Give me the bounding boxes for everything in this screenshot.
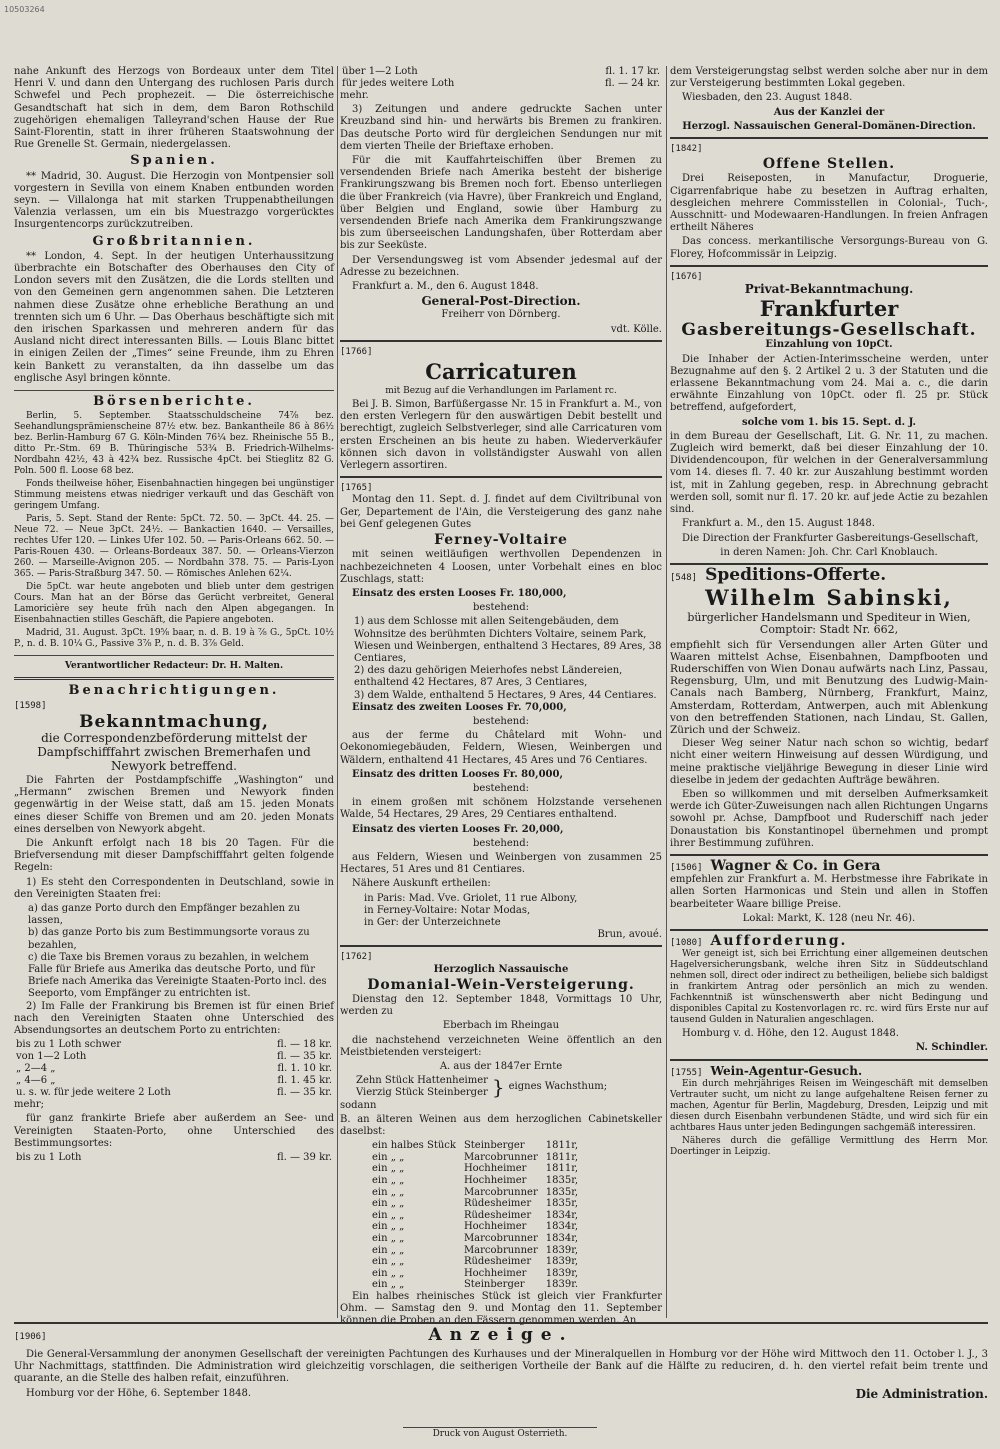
list-item: Vierzig Stück Steinberger — [356, 1087, 488, 1099]
table-row — [368, 1221, 582, 1233]
ad-number: [1676] — [670, 271, 703, 282]
signature-office: Herzogl. Nassauischen General-Domänen-Direction. — [682, 120, 976, 132]
printer-imprint — [0, 1428, 1000, 1440]
wine-quantity: ein „ „ — [372, 1198, 405, 1210]
lot-subheading: bestehend: — [473, 602, 529, 614]
ad-text: Die Inhaber der Actien-Interimsscheine werden, unter Bezugnahme auf den §. 2 Artikel 2 u. 3 der Statuten und die erlassene Bekanntmachung vom 24. Mai a. c., die darin erwähnte Einzahlung von 10pCt. oder fl. 25 pr. Stück betreffend, aufgefordert, — [670, 353, 988, 414]
ad-aufforderung — [670, 929, 988, 1055]
ad-wine-auction — [340, 945, 662, 1327]
rate-price: fl. — 35 kr. — [276, 1051, 332, 1063]
signature-name: Brun, avoué. — [597, 929, 662, 941]
rate-weight: von 1—2 Loth — [16, 1051, 87, 1063]
lot-subheading: bestehend: — [473, 782, 529, 794]
wine-quantity: ein „ „ — [372, 1232, 405, 1244]
wine-quantity: ein „ „ — [372, 1163, 405, 1175]
section-heading-grossbritannien: Großbritannien. — [92, 233, 256, 249]
ad-pretitle: Privat-Bekanntmachung. — [744, 282, 914, 297]
divider — [14, 390, 334, 391]
list-item: 2) des dazu gehörigen Meierhofes nebst Ländereien, enthaltend 42 Hectares, 87 Ares, 3 Centiares, — [354, 665, 623, 689]
lot-heading: Einsatz des dritten Looses Fr. 80,000, — [352, 768, 563, 780]
divider — [14, 677, 334, 680]
ad-text: Näheres durch die gefällige Vermittlung des Herrn Mor. Doertinger in Leipzig. — [670, 1135, 988, 1157]
table-row — [368, 1268, 582, 1280]
ad-text: empfiehlt sich für Versendungen aller Arten Güter und Waaren mittelst Achse, Eisenbahnen, Dampfbooten und Ruderschiffen von Wien Donau aufwärts nach Linz, Passau, Regensburg, Ulm, und mit Benutzung des Ludwig-Main-Canals nach Bamberg, Nürnberg, Frankfurt, Mainz, Amsterdam, Rotterdam, Antwerpen, auch mit Ablenkung von den betreffenden Stationen, nach Lindau, St. Gallen, Zürich und der Schweiz. — [670, 638, 988, 736]
postage-rate-table — [340, 66, 662, 90]
ad-offene-stellen — [670, 137, 988, 261]
ad-number: [1765] — [340, 483, 373, 494]
announcement-text: Die Fahrten der Postdampfschiffe „Washington“ und „Hermann“ zwischen Bremen und Newyork finden gegenwärtig in der Weise statt, daß am 15. jeden Monats eines dieser Schiffe von Bremen und am 20. jeden Monats eines derselben von Newyork abgeht. — [14, 774, 334, 835]
table-row — [340, 66, 662, 78]
wine-name: Marcobrunner — [463, 1186, 538, 1198]
ad-subtitle: Einzahlung von 10pCt. — [765, 339, 893, 351]
ad-number: [1762] — [340, 952, 373, 963]
announcement-date: Frankfurt a. M., den 15. August 1848. — [682, 518, 875, 530]
wine-quantity: ein „ „ — [372, 1175, 405, 1187]
announcement-text: Für die mit Kauffahrteischiffen über Bremen zu versendenden Briefe nach Amerika besteht der bisherige Frankirungszwang bis Bremen noch fort. Ebenso unterliegen die über Frankreich (via Havre), über Frankreich und England, über Belgien und England, sowie über Hamburg zu versendenden Briefe nach Amerika dem Frankirungszwange bis zum überseeischen Landungshafen, über Rotterdam aber bis zur Seeküste. — [340, 155, 662, 252]
ad-title: Wagner & Co. in Gera — [710, 857, 881, 874]
rate-price: fl. 1. 45 kr. — [277, 1075, 332, 1087]
table-row — [14, 1039, 334, 1051]
list-item: c) die Taxe bis Bremen voraus zu bezahlen, in welchem Falle für Briefe aus Amerika das deutsche Porto, und für Briefe nach Amerika das Vereinigte Staaten-Porto incl. des Seeporto, vom Empfänger zu entrichten ist. — [28, 951, 327, 1000]
wine-vintage: 1835r, — [545, 1175, 579, 1187]
ad-signature: Das concess. merkantilische Versorgungs-Bureau von G. Florey, Hofcommissär in Leipzig. — [670, 236, 988, 260]
divider — [14, 655, 334, 656]
announcement-date: Wiesbaden, den 23. August 1848. — [682, 92, 853, 104]
wine-vintage: 1835r, — [545, 1198, 579, 1210]
ad-title: Frankfurter — [759, 296, 899, 322]
ad-text: Die General-Versammlung der anonymen Gesellschaft der vereinigten Pachtungen des Kurhauses und der Mineralquellen in Homburg vor der Höhe wird Mittwoch den 11. October l. J., 3 Uhr Nachmittags, stattfinden. Die Administration wird gleichzeitig vorschlagen, die seitherigen Vortheile der Bank auf die Hälfte zu reduciren, d. h. den viertel refait beim trente und quarante, an die Stelle des halben refait, einzuführen. — [14, 1349, 988, 1385]
announcement-text: mehr. — [340, 90, 369, 101]
wine-quantity: ein „ „ — [372, 1186, 405, 1198]
postage-rules-list — [14, 903, 334, 1001]
ad-pretitle: Speditions-Offerte. — [705, 564, 887, 585]
wine-harvest-list — [340, 1075, 488, 1099]
wine-name: Marcobrunner — [463, 1232, 538, 1244]
ad-subtitle: mit Bezug auf die Verhandlungen im Parlament rc. — [385, 386, 617, 397]
ad-anzeige-homburg — [14, 1322, 988, 1400]
madrid-market-text: Madrid, 31. August. 3pCt. 19⅝ baar, n. d. B. 19 à ⅞ G., 5pCt. 10½ P., n. d. B. 10¼ G., Passive 3⅞ P., n. d. B. 3⅞ Geld. — [14, 628, 334, 650]
wine-vintage: 1834r, — [545, 1221, 579, 1233]
ad-header — [670, 857, 988, 874]
column-1 — [14, 66, 334, 1164]
rate-weight: über 1—2 Loth — [342, 66, 418, 77]
wine-quantity: ein „ „ — [372, 1267, 405, 1279]
ad-text: A. aus der 1847er Ernte — [439, 1061, 563, 1073]
spanien-text: ** Madrid, 30. August. Die Herzogin von Montpensier soll vorgestern in Sevilla von einem Knaben entbunden worden seyn. — Villalonga hat mit starken Truppenabtheilungen Valenzia verlassen, um ein bis Muestrazgo vorgerücktes Insurgentencorps zurückzutreiben. — [14, 170, 334, 231]
ad-header — [670, 1065, 988, 1079]
ad-place: Eberbach im Rheingau — [442, 1020, 560, 1032]
ad-text: Bei J. B. Simon, Barfüßergasse Nr. 15 in Frankfurt a. M., von den ersten Verlegern für den auswärtigen Debit bestellt und berechtigt, zugleich Selbstverleger, sind alle Carricaturen vom ersten Erscheinen an bis heute zu haben. Wiederverkäufer können sich davon in vollständigster Auswahl von allen Verlegern assortiren. — [340, 399, 662, 472]
rate-price: fl. — 24 kr. — [604, 78, 660, 89]
announcement-text: mehr; — [14, 1099, 44, 1111]
lot-heading: Einsatz des vierten Looses Fr. 20,000, — [352, 823, 564, 835]
list-item: in Ferney-Voltaire: Notar Modas, — [364, 904, 531, 916]
table-row — [368, 1140, 582, 1152]
grossbritannien-text: ** London, 4. Sept. In der heutigen Unterhaussitzung überbrachte ein Botschafter des Oberhauses den City of London severs mit den Zusätzen, die die Lords stellten und von den Gemeinen gern angenommen sahen. Die Letzteren nahmen diese Zusätze ohne erhebliche Berathung an und trennten sich um 6 Uhr. — Das Oberhaus beschäftigte sich mit den irischen Sparkassen und mehreren andern für das Ausland nicht direct interessanten Bills. — Louis Blanc bittet in einigen Zeilen der „Times“ seine Freunde, ihm zu Ehren kein Bankett zu veranstalten, da ihn dasselbe um das englische Asyl bringen könnte. — [14, 250, 334, 384]
announcement-subtitle: die Correspondenzbeförderung mittelst der Dampfschifffahrt zwischen Bremerhafen und Newyork betreffend. — [37, 730, 311, 773]
ad-speditions-offerte — [670, 563, 988, 850]
ad-text: Dieser Weg seiner Natur nach schon so wichtig, bedarf nicht einer weitern Hinweisung auf dessen Würdigung, und meine praktische vieljährige Bewegung in dieser Linie wird dieselbe in jedem der gedachten Aufträge bewähren. — [670, 738, 988, 786]
wine-quantity: ein „ „ — [372, 1244, 405, 1256]
announcement-text: Der Versendungsweg ist vom Absender jedesmal auf der Adresse zu bezeichnen. — [340, 254, 662, 278]
ad-number: [1755] — [670, 1067, 703, 1078]
wine-vintage: 1834r, — [545, 1209, 579, 1221]
ad-title: Offene Stellen. — [762, 156, 896, 173]
ad-title: Gasbereitungs-Gesellschaft. — [681, 320, 977, 341]
rate-weight: „ 4—6 „ — [16, 1075, 56, 1087]
lot-subheading: bestehend: — [473, 837, 529, 849]
signature-name: Freiherr von Dörnberg. — [441, 309, 561, 321]
ad-title: Carricaturen — [425, 359, 577, 385]
ad-signature: N. Schindler. — [915, 1042, 988, 1054]
table-row — [368, 1245, 582, 1257]
ad-text: Drei Reiseposten, in Manufactur, Droguerie, Cigarrenfabrique habe zu besetzen in Auftrag erhalten, desgleichen mehrere Commisstellen in Colonial-, Tuch-, Ausschnitt- und Modewaaren-Handlungen. In freien Anfragen ertheilt Näheres — [670, 173, 988, 234]
ad-text: Eben so willkommen und mit derselben Aufmerksamkeit werde ich Güter-Zuweisungen nach allen Richtungen Ungarns sowohl pr. Achse, Dampfboot und Ruderschiff nach jeder Donaustation bis Konstantinopel übernehmen und prompt ihrer Bestimmung zuführen. — [670, 788, 988, 849]
wine-table — [368, 1140, 582, 1291]
table-row — [368, 1279, 582, 1291]
ad-number: [1506] — [670, 862, 703, 873]
ad-title: Domanial-Wein-Versteigerung. — [367, 976, 635, 993]
postage-rate-table — [14, 1152, 334, 1164]
ad-number: [1598] — [14, 701, 47, 712]
editor-line: Verantwortlicher Redacteur: Dr. H. Malten. — [64, 661, 284, 672]
wine-name: Hochheimer — [463, 1175, 527, 1187]
table-row — [340, 78, 662, 90]
wine-harvest-group: Zehn Stück Hattenheimer Vierzig Stück Steinberger } eignes Wachsthum; — [340, 1075, 662, 1099]
signature-office: Aus der Kanzlei der — [773, 106, 885, 118]
table-row — [14, 1152, 334, 1164]
rate-weight: u. s. w. für jede weitere 2 Loth — [16, 1087, 171, 1099]
announcement-text: 1) Es steht den Correspondenten in Deutschland, sowie in den Vereinigten Staaten frei: — [14, 876, 334, 900]
section-heading-boersen: Börsenberichte. — [93, 394, 255, 410]
ad-carricaturen — [340, 340, 662, 472]
column-rule — [337, 66, 338, 1318]
berlin-market-text: Berlin, 5. September. Staatsschuldscheine 74⅞ bez. Seehandlungsprämienscheine 87½ etw. bez. Bankantheile 86 à 86½ bez. Berlin-Hamburg 67 G. Köln-Minden 76¼ bez. Rheinische 55 B., ditto Pr.-Stm. 69 B. Thüringische 53¾ B. Friedrich-Wilhelms-Nordbahn 42½, 43 à 42¾ bez. Russische 4pCt. bei Stieglitz 82 G. Poln. 500 fl. Loose 68 bez. — [14, 411, 334, 477]
rate-price: fl. — 39 kr. — [276, 1151, 332, 1163]
ad-text: sodann — [340, 1099, 377, 1111]
rate-weight: bis zu 1 Loth schwer — [16, 1039, 122, 1051]
ad-number: [548] — [670, 572, 698, 583]
table-row — [368, 1152, 582, 1164]
info-contacts — [340, 893, 662, 930]
paris-market-text: Paris, 5. Sept. Stand der Rente: 5pCt. 72. 50. — 3pCt. 44. 25. — Neue 72. — Neue 3pCt. 24½. — Bankactien 1640. — Versailles, rechtes Ufer 120. — Linkes Ufer 102. 50. — Paris-Orleans 662. 50. — Paris-Rouen 430. — Orleans-Bordeaux 387. 50. — Orleans-Vierzon 260. — Marseille-Avignon 205. — Nordbahn 378. 75. — Paris-Lyon 365. — Paris-Straßburg 347. 50. — Römisches Anlehen 62¼. — [14, 514, 334, 580]
info-heading: Nähere Auskunft ertheilen: — [352, 878, 491, 890]
announcement-date: Homburg vor der Höhe, 6. September 1848. — [26, 1387, 252, 1399]
signature-office: General-Post-Direction. — [421, 294, 581, 309]
ad-number: [1766] — [340, 346, 373, 357]
wine-vintage: 1839r, — [545, 1256, 579, 1268]
paris-news-text: nahe Ankunft des Herzogs von Bordeaux unter dem Titel Henri V. und dann den Untergang des ruchlosen Paris durch Schwefel und Pech prophezeit. — Die österreichische Gesandtschaft hat sich in dem, dem Baron Rothschild zugehörigen ehemaligen Talleyrand'schen Hause der Rue Saint-Florentin, statt in ihrer früheren Staatswohnung der Rue Grenelle St. Germain, niedergelassen. — [14, 66, 334, 151]
ad-number: [1080] — [670, 937, 703, 948]
ad-pretitle: Herzoglich Nassauische — [433, 963, 569, 975]
rate-weight: für jedes weitere Loth — [342, 78, 455, 89]
wine-name: Hochheimer — [463, 1163, 527, 1175]
column-rule — [666, 66, 667, 1318]
lot-text: aus der ferme du Châtelard mit Wohn- und Oekonomiegebäuden, Feldern, Wiesen, Weinbergen und Wäldern, enthaltend 41 Hectares, 45 Ares und 76 Centiares. — [340, 730, 662, 766]
lot-text: aus Feldern, Wiesen und Weinbergen von zusammen 25 Hectares, 51 Ares und 81 Centiares. — [340, 851, 662, 876]
announcement-text: für ganz frankirte Briefe aber außerdem an See- und Vereinigten Staaten-Porto, ohne Unterschied des Bestimmungsortes: — [14, 1113, 334, 1149]
rate-weight: bis zu 1 Loth — [16, 1151, 82, 1163]
ad-gasbereitung — [670, 265, 988, 559]
rate-price: fl. 1. 10 kr. — [277, 1063, 332, 1075]
postage-rate-table — [14, 1039, 334, 1099]
lot-heading: Einsatz des zweiten Looses Fr. 70,000, — [352, 701, 567, 713]
wine-vintage: 1811r, — [545, 1140, 579, 1152]
wine-name: Rüdesheimer — [463, 1209, 532, 1221]
ad-emphasis: solche vom 1. bis 15. Sept. d. J. — [741, 416, 917, 428]
list-item: Zehn Stück Hattenheimer — [356, 1075, 488, 1087]
wine-vintage: 1835r, — [545, 1186, 579, 1198]
list-item: b) das ganze Porto bis zum Bestimmungsorte voraus zu bezahlen, — [28, 927, 310, 951]
ad-number: [1906] — [14, 1332, 47, 1342]
printer-line: Druck von August Osterrieth. — [403, 1427, 598, 1440]
list-item: a) das ganze Porto durch den Empfänger bezahlen zu lassen, — [28, 902, 301, 927]
rate-price: fl. — 35 kr. — [276, 1087, 332, 1099]
ad-text: empfehlen zur Frankfurt a. M. Herbstmesse ihre Fabrikate in allen Sorten Harmonicas und Stein und allen in Stoffen bearbeiteter Waare billige Preise. — [670, 874, 988, 910]
wine-quantity: ein halbes Stück — [372, 1140, 456, 1152]
wine-name: Rüdesheimer — [463, 1198, 532, 1210]
ad-title: Aufforderung. — [710, 932, 848, 949]
wine-quantity: ein „ „ — [372, 1279, 405, 1291]
wine-vintage: 1811r, — [545, 1163, 579, 1175]
wine-name: Steinberger — [463, 1140, 525, 1152]
announcement-title: Bekanntmachung, — [79, 711, 269, 732]
ad-text: Dienstag den 12. September 1848, Vormittags 10 Uhr, werden zu — [340, 994, 662, 1018]
table-row — [14, 1075, 334, 1087]
table-row — [14, 1051, 334, 1063]
list-item: in Paris: Mad. Vve. Griolet, 11 rue Albony, — [364, 892, 578, 904]
ad-text: bürgerlicher Handelsmann und Spediteur in Wien, Comptoir: Stadt Nr. 662, — [687, 611, 971, 637]
ad-text: dem Versteigerungstag selbst werden solche aber nur in dem zur Versteigerung bestimmten Lokal gegeben. — [670, 66, 988, 90]
lot-items — [340, 616, 662, 701]
wine-name: Rüdesheimer — [463, 1256, 532, 1268]
berlin-market-note: Fonds theilweise höher, Eisenbahnactien hingegen bei ungünstiger Stimmung meistens etwas niedriger verkauft und das Geschäft von geringem Umfang. — [14, 479, 334, 512]
ad-title: Ferney-Voltaire — [434, 532, 568, 549]
list-item: in Ger: der Unterzeichnete — [364, 916, 501, 928]
wine-name: Hochheimer — [463, 1267, 527, 1279]
announcement-text: Die Ankunft erfolgt nach 18 bis 20 Tagen. Für die Briefversendung mit dieser Dampfschifffahrt gelten folgende Regeln: — [14, 837, 334, 874]
ad-text: in dem Bureau der Gesellschaft, Lit. G. Nr. 11, zu machen. Zugleich wird bemerkt, daß bei dieser Einzahlung der 10. Dividendencoupon, für welchen in der Generalversammlung vom 14. dieses fl. 7. 40 kr. zur Auszahlung bestimmt worden ist, mit in Zahlung gegeben, resp. in Abrechnung gebracht werden soll, somit nur fl. 17. 20 kr. auf jede Actie zu bezahlen sind. — [670, 430, 988, 516]
lot-subheading: bestehend: — [473, 715, 529, 727]
ad-title: Wilhelm Sabinski, — [705, 585, 953, 611]
wine-name: Marcobrunner — [463, 1151, 538, 1163]
ad-text: Wer geneigt ist, sich bei Errichtung einer allgemeinen deutschen Hagelversicherungsbank, welche ihren Sitz in Süddeutschland nehmen soll, direct oder indirect zu betheiligen, beliebe sich baldigst in frankirtem Antrag oder persönlich an mich zu wenden. Fachkenntniß ist wünschenswerth aber nicht Bedingung und disponibles Capital zu Kostenvorlagen rc. rc. wird fürs Erste nur auf tausend Gulden in Naturalien angeschlagen. — [670, 949, 988, 1026]
ad-header — [670, 564, 988, 585]
ad-text: mit seinen weitläufigen werthvollen Dependenzen in nachbezeichneten 4 Loosen, unter Vorbehalt eines en bloc Zuschlags, statt: — [340, 549, 662, 585]
ad-signature: in deren Namen: Joh. Chr. Carl Knoblauch. — [720, 546, 938, 558]
ad-wein-agentur — [670, 1059, 988, 1158]
table-row — [368, 1256, 582, 1268]
table-row — [368, 1187, 582, 1199]
ad-footer — [14, 1388, 988, 1400]
ad-signature: Die Direction der Frankfurter Gasbereitungs-Gesellschaft, — [682, 532, 979, 544]
archive-id: 10503264 — [4, 5, 45, 14]
wine-name: Hochheimer — [463, 1221, 527, 1233]
list-item: 3) dem Walde, enthaltend 5 Hectares, 9 Ares, 44 Centiares. — [354, 689, 657, 701]
ad-title: Anzeige. — [428, 1325, 574, 1345]
table-row — [368, 1198, 582, 1210]
wine-vintage: 1839r, — [545, 1267, 579, 1279]
announcement-text: 3) Zeitungen und andere gedruckte Sachen unter Kreuzband sind hin- und herwärts bis Bremen zu frankiren. Das deutsche Porto wird für dergleichen Sendungen nur mit dem vierten Theile der Brieftaxe erhoben. — [340, 104, 662, 152]
wine-vintage: 1839r, — [545, 1244, 579, 1256]
paris-market-note: Die 5pCt. war heute angeboten und blieb unter dem gestrigen Cours. Man hat an der Börse das Gerücht verbreitet, General Lamoricière sey heute früh nach den Alpen abgegangen. In Eisenbahnactien stilles Geschäft, die Papiere angeboten. — [14, 582, 334, 626]
table-row — [14, 1087, 334, 1099]
ad-text: B. an älteren Weinen aus dem herzoglichen Cabinetskeller daselbst: — [340, 1113, 662, 1138]
announcement-date: Frankfurt a. M., den 6. August 1848. — [352, 281, 539, 293]
table-row — [14, 1063, 334, 1075]
table-row — [368, 1175, 582, 1187]
rate-weight: „ 2—4 „ — [16, 1063, 56, 1075]
ad-wagner-gera — [670, 854, 988, 925]
wine-vintage: 1834r, — [545, 1232, 579, 1244]
ad-text: Ein durch mehrjähriges Reisen im Weingeschäft mit demselben Vertrauter sucht, um nicht zu lange aufgehaltene Reisen ferner zu machen, Agentur für Berlin, Magdeburg, Dresden, Leipzig und mit diesen durch Eisenbahn verbundenen Städte, und wird sich für ein achtbares Haus unter jeden Bedingungen sachgemäß interessiren. — [670, 1078, 988, 1133]
lot-heading: Einsatz des ersten Looses Fr. 180,000, — [352, 587, 567, 599]
wine-quantity: ein „ „ — [372, 1151, 405, 1163]
wine-name: Marcobrunner — [463, 1244, 538, 1256]
rate-price: fl. 1. 17 kr. — [605, 66, 660, 77]
signature-vdt: vdt. Kölle. — [610, 323, 662, 335]
rate-price: fl. — 18 kr. — [276, 1039, 332, 1051]
wine-harvest-note: eignes Wachsthum; — [508, 1081, 608, 1093]
section-heading-spanien: Spanien. — [130, 153, 218, 169]
column-2 — [340, 66, 662, 1330]
ad-signature: Die Administration. — [855, 1386, 988, 1401]
table-row — [368, 1233, 582, 1245]
wine-quantity: ein „ „ — [372, 1209, 405, 1221]
wine-name: Steinberger — [463, 1279, 525, 1291]
column-3 — [670, 66, 988, 1160]
ad-text: die nachstehend verzeichneten Weine öffentlich an den Meistbietenden versteigert: — [340, 1034, 662, 1058]
section-heading-benachrichtigungen: Benachrichtigungen. — [68, 683, 280, 699]
wine-quantity: ein „ „ — [372, 1256, 405, 1268]
ad-text: Montag den 11. Sept. d. J. findet auf dem Civiltribunal von Ger, Departement de l'Ain, die Versteigerung des ganz nahe bei Genf gelegenen Gutes — [340, 494, 662, 530]
table-row — [368, 1163, 582, 1175]
wine-vintage: 1811r, — [545, 1151, 579, 1163]
announcement-text: 2) Im Falle der Frankirung bis Bremen ist für einen Brief nach den Vereinigten Staaten ohne Unterschied des Absendungsortes an deutschem Porto zu entrichten: — [14, 1000, 334, 1036]
announcement-date: Homburg v. d. Höhe, den 12. August 1848. — [682, 1028, 899, 1040]
ad-header — [14, 1325, 988, 1349]
ad-text: Ein halbes rheinisches Stück ist gleich vier Frankfurter Ohm. — Samstag den 9. und Montag den 11. September können die Proben an den Fässern genommen werden. An — [340, 1290, 662, 1327]
wine-quantity: ein „ „ — [372, 1221, 405, 1233]
ad-ferney-voltaire — [340, 476, 662, 941]
ad-header — [670, 932, 988, 949]
lot-text: in einem großen mit schönem Holzstande versehenen Walde, 54 Hectares, 29 Ares, 29 Centiares enthaltend. — [340, 797, 662, 821]
table-row — [368, 1210, 582, 1222]
ad-number: [1842] — [670, 144, 703, 155]
wine-vintage: 1839r. — [545, 1279, 579, 1291]
list-item: 1) aus dem Schlosse mit allen Seitengebäuden, dem Wohnsitze des berühmten Dichters Voltaire, seinem Park, Wiesen und Weinbergen, enthaltend 3 Hectares, 89 Ares, 38 Centiares, — [354, 616, 662, 664]
ad-title: Wein-Agentur-Gesuch. — [710, 1063, 863, 1078]
ad-address: Lokal: Markt, K. 128 (neu Nr. 46). — [742, 912, 916, 924]
